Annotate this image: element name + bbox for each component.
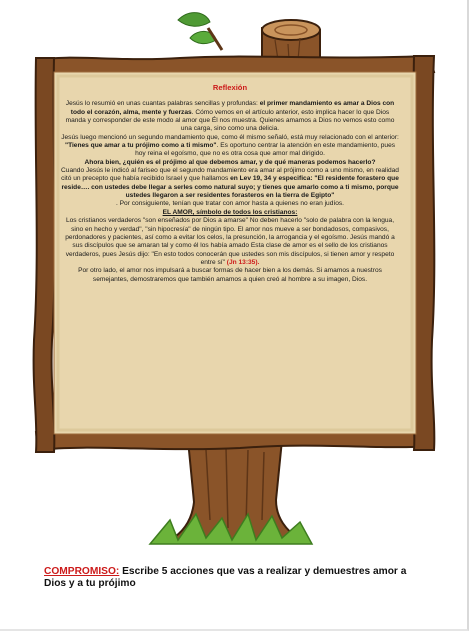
paragraph-8: Por otro lado, el amor nos impulsará a buscar formas de hacer bien a los demás. Si amamos a nuestros semejantes, demostraremos que también amamos a quien creó al hombre a su imagen, Dios. bbox=[78, 267, 382, 283]
reflection-title: Reflexión bbox=[212, 83, 248, 92]
paragraph-4: Cuando Jesús le indicó al fariseo que el segundo mandamiento era amar al prójimo como a uno mismo, en realidad citó un precepto que había recibido Israel y que hallamos en Lev 19, 34 y especifica: "El residente forastero que reside…. con ustedes debe llegar a serles como natural suyo; y tienes que amarlo como a ti mismo, porque ustedes llegaron a ser residentes forasteros en la tierra de Egipto" bbox=[61, 167, 399, 200]
leaves-icon bbox=[178, 13, 222, 50]
commitment bbox=[44, 566, 424, 590]
paragraph-5: . Por consiguiente, tenían que tratar con amor hasta a quienes no eran judíos. bbox=[116, 200, 344, 208]
paragraph-3: Ahora bien, ¿quién es el prójimo al que debemos amar, y de qué maneras podemos hacerlo? bbox=[84, 158, 376, 166]
tree-stump-top bbox=[262, 20, 320, 62]
paragraph-2: Jesús luego mencionó un segundo mandamiento que, como él mismo señaló, está muy relacionado con el anterior: "Tienes que amar a tu prójimo como a ti mismo". Es oportuno centrar la atención en este mandamiento, pues hoy reina el egoísmo, que no es otra cosa que amor mal dirigido. bbox=[61, 133, 399, 158]
paragraph-7: Los cristianos verdaderos "son enseñados por Dios a amarse" No deben hacerlo "solo de palabra con la lengua, sino en hecho y verdad", "sin hipocresía" de ningún tipo. El amor nos mueve a ser bondadosos, compasivos, perdonadores y pacientes, así como a evitar los celos, la presunción, la arrogancia y el egoísmo. Jesús mandó a sus discípulos que se amaran tal y como él los había amado Esta clase de amor es el sello de los cristianos verdaderos, pues Jesús dijo: "En esto todos conocerán que ustedes son mis discípulos, si tienen amor y respeto entre sí" (Jn 13:35). bbox=[65, 217, 395, 266]
paragraph-1: Jesús lo resumió en unas cuantas palabras sencillas y profundas: el primer mandamiento es amar a Dios con todo el corazón, alma, mente y fuerzas. Cómo vemos en el artículo anterior, esto implica hacer lo que Dios manda y corresponder de este modo al amor que Él nos muestra. Quienes amamos a Dios no vemos esto como una carga, sino como una delicia. bbox=[65, 100, 395, 133]
reflection-text bbox=[60, 84, 400, 284]
section-heading: EL AMOR, símbolo de todos los cristianos: bbox=[162, 208, 298, 216]
commitment-label: COMPROMISO: bbox=[44, 566, 120, 577]
commitment-text: Escribe 5 acciones que vas a realizar y demuestres amor a Dios y a tu prójimo bbox=[44, 566, 407, 589]
